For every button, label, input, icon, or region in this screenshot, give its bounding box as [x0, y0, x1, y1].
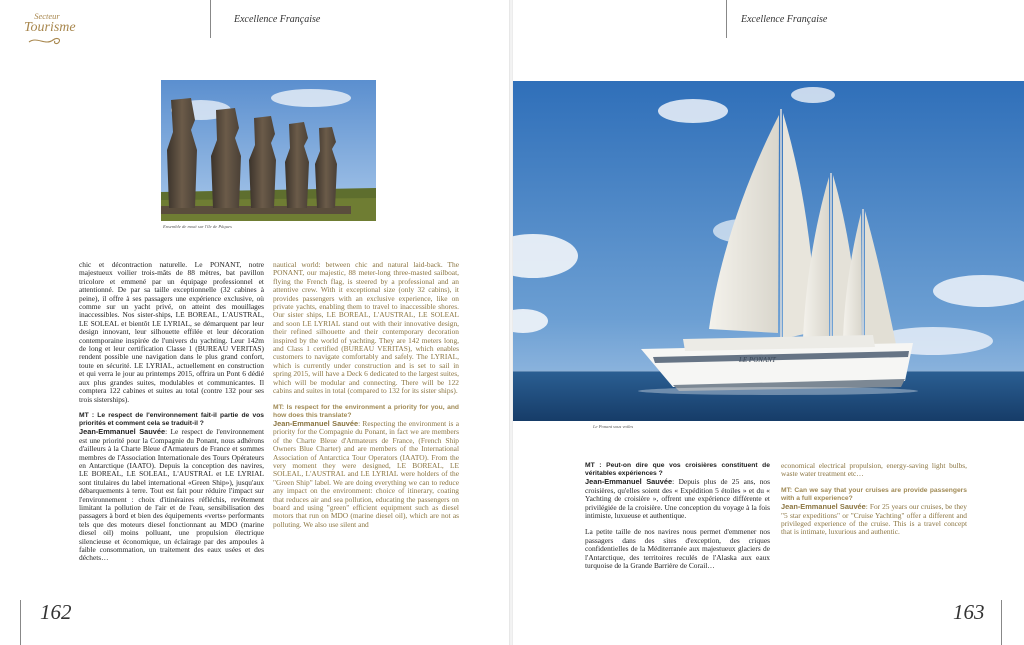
question-heading: MT : Peut-on dire que vos croisières constituent de véritables expériences ? [585, 462, 770, 478]
answer-text: : Le respect de l'environnement est une priorité pour la Compagnie du Ponant, nous adhérons d'ailleurs à la Charte Bleue d'Armateurs de France et sommes membres de l'Association Internationale des Tours Opérateurs en Antarctique (IAATO). Depuis la conception des navires, LE BOREAL, LE SOLEAL, L'AUSTRAL et LE LYRIAL sont titulaires du label international «Green Ship»), jusqu'aux débarquements à terre. Tout est fait pour réduire l'impact sur l'environnement : choix d'itinéraires réfléchis, revêtement limitant la pollution de l'air et de l'eau, sensibilisation des passagers à bord et bien des équipements «verts» performants tels que des moteurs diesel fonctionnant au MDO (marine diesel oil) moins polluant, une propulsion électrique silencieuse et économique, un éclairage par des ampoules à faible consommation, un traitement des eaux usées et des déchets… [79, 427, 264, 563]
footer-divider [1001, 600, 1002, 645]
answer-paragraph [585, 478, 770, 520]
answer-text: : For 25 years our cruises, be they "5 star expeditions" or "Cruise Yachting" offer a different and privileged experience of the cruise. This is a travel concept that is intimate, luxurious and authentic. [781, 502, 967, 537]
footer-divider [20, 600, 21, 645]
header-title: Excellence Française [741, 14, 828, 25]
ship-name-label: LE PONANT [739, 356, 776, 364]
question-heading: MT : Le respect de l'environnement fait-il partie de vos priorités et comment cela se traduit-il ? [79, 411, 264, 428]
ship-photo-illustration [513, 81, 1024, 421]
right-french-column [585, 462, 770, 578]
answer-paragraph [781, 503, 967, 537]
paragraph: economical electrical propulsion, energy-saving light bulbs, waste water treatment etc… [781, 461, 967, 479]
answer-paragraph [273, 420, 459, 529]
paragraph: chic et décontraction naturelle. Le PONANT, notre majestueux voilier trois-mâts de 88 mètres, bat pavillon tricolore et emmené par un équipage professionnel et attentionné. De par sa taille exceptionnelle (32 cabines à peine), il offre à ses passagers une expérience exclusive, où comme sur un yacht privé, on atteint des mouillages inaccessibles. Nos sister-ships, LE BOREAL, L'AUSTRAL, LE SOLEAL et bientôt LE LYRIAL, se démarquent par leur design innovant, leur silhouette effilée et leur décoration contemporaine inspirée de l'univers du yachting. Leur 142m de long et leur certification Classe 1 (BUREAU VERITAS) rendent possible une navigation dans le plus grand confort, toute en sécurité. LE LYRIAL, actuellement en construction et qui verra le jour au printemps 2015, offrira un Pont 6 dédié aux plus grandes suites, modulables et communicantes. Il comptera 122 cabines et suites au total (contre 132 pour ses trois sisterships). [79, 260, 264, 404]
header-title: Excellence Française [234, 14, 321, 25]
speaker-name: Jean-Emmanuel Sauvée [781, 502, 866, 512]
header-divider [210, 0, 211, 38]
question-heading: MT: Can we say that your cruises are provide passengers with a full experience? [781, 486, 967, 503]
answer-paragraph [79, 428, 264, 563]
right-english-column [781, 462, 967, 545]
paragraph: La petite taille de nos navires nous permet d'emmener nos passagers dans des sites d'exception, des criques confidentielles de la Méditerranée aux majestueux glaciers de l'Antarctique, des territoires reculés de l'Alaska aux eaux turquoise de la Grande Barrière de Corail… [585, 527, 770, 571]
left-page [0, 0, 509, 645]
header-divider [726, 0, 727, 38]
sector-title: Tourisme [24, 19, 76, 35]
page-number: 162 [40, 600, 72, 624]
paragraph: nautical world: between chic and natural laid-back. The PONANT, our majestic, 88 meter-long three-masted sailboat, flying the French flag, is steered by a professional and an attentive crew. With it exceptional size (only 32 cabins), it provides passengers with an exclusive experience, like on private yachts, enabling them to travel to inaccessible shores. Our sister ships, LE BOREAL, L'AUSTRAL, LE SOLEAL and soon LE LYRIAL stand out with their innovative design, their refined silhouette and their contemporary decoration inspired by the world of yachting. They are 142 meters long, and Class 1 certified (BUREAU VERITAS), which enables customers to navigate comfortably and safely. The LYRIAL, which is currently under construction and is set to sail in spring 2015, will have a Deck 6 dedicated to the largest suites, which will be modular and connecting. There will be 122 cabins and suites in total (compared to 132 for its sister ships). [273, 260, 459, 396]
swirl-ornament-icon [27, 36, 67, 46]
right-page [513, 0, 1024, 645]
speaker-name: Jean-Emmanuel Sauvée [273, 418, 359, 428]
moai-photo-caption: Ensemble de moaï sur l'île de Pâques [163, 224, 232, 229]
answer-text: : Depuis plus de 25 ans, nos croisières, qu'elles soient des « Expédition 5 étoiles » et du « Yachting de croisière », offrent une expérience différente et privilégiée de la croisière. Une conception du voyage à la fois intimiste, luxueuse et authentique. [585, 477, 771, 521]
answer-text: : Respecting the environment is a priority for the Compagnie du Ponant, in fact we are members of the Charte Bleue d'Armateurs de France, (French Ship Owners Blue Charter) and are members of the International Association of Antarctica Tour Operators (IAATO). From the very moment they were designed, LE BOREAL, LE SOLEAL, L'AUSTRAL and LE LYRIAL were holders of the "Green Ship" label. We are doing everything we can to reduce any impact on the environment: choice of itinerary, coating that reduces air and sea pollution, educating the passengers on board and using "green" efficient equipment such as diesel motors that run on MDO (marine diesel oil), which are not as polluting. We also use silent and [273, 418, 459, 529]
moai-photo-illustration [161, 80, 376, 221]
ship-photo-caption: Le Ponant sous voiles [593, 424, 634, 429]
sector-label: Secteur [34, 11, 60, 21]
left-english-column [273, 261, 459, 537]
moai-photo [161, 80, 376, 221]
sector-logo [24, 11, 76, 46]
question-heading: MT: Is respect for the environment a priority for you, and how does this translate? [273, 403, 459, 419]
ship-photo [513, 81, 1024, 421]
left-french-column [79, 261, 264, 571]
speaker-name: Jean-Emmanuel Sauvée [79, 427, 166, 437]
page-number: 163 [953, 600, 985, 624]
speaker-name: Jean-Emmanuel Sauvée [585, 477, 673, 487]
